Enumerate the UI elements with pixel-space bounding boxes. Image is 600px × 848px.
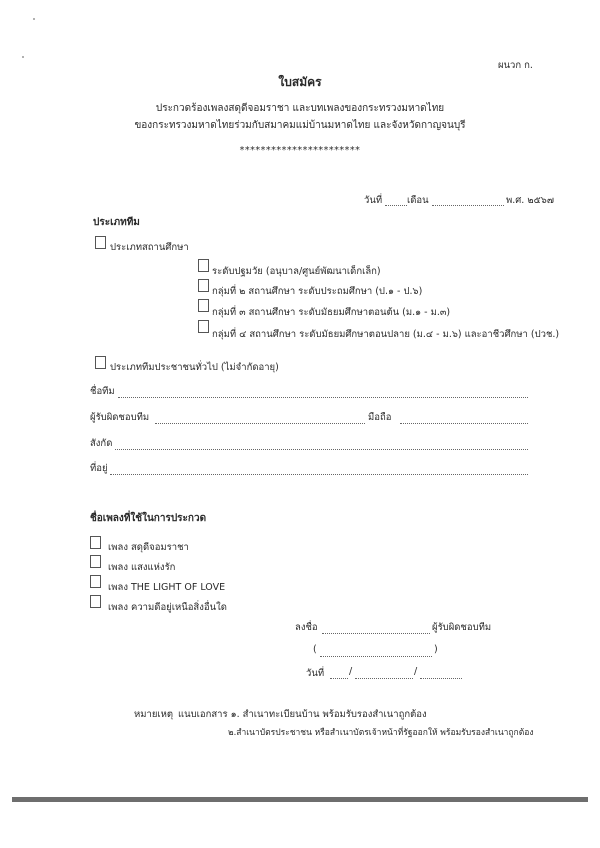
song-1-label: เพลง สดุดีจอมราชา [108, 542, 189, 553]
signature-role: ผู้รับผิดชอบทีม [432, 622, 492, 633]
year-label: พ.ศ. ๒๕๖๗ [506, 195, 554, 206]
team-name-label: ชื่อทีม [90, 386, 115, 397]
subtitle-line-2: ของกระทรวงมหาดไทยร่วมกับสมาคมแม่บ้านมหาดไทย และจังหวัดกาญจนบุรี [134, 120, 466, 131]
responsible-label: ผู้รับผิดชอบทีม [90, 412, 150, 423]
sign-label: ลงชื่อ [295, 622, 318, 633]
notes-line-1: แนบเอกสาร ๑. สำเนาทะเบียนบ้าน พร้อมรับรองสำเนาถูกต้อง [178, 709, 427, 720]
printed-name-field[interactable] [320, 656, 432, 657]
notes-label: หมายเหตุ [134, 709, 174, 720]
bottom-border [12, 797, 588, 802]
song-3-checkbox[interactable] [90, 575, 101, 588]
songs-heading: ชื่อเพลงที่ใช้ในการประกวด [90, 513, 207, 524]
song-4-label: เพลง ความดีอยู่เหนือสิ่งอื่นใด [108, 602, 227, 613]
school-type-checkbox[interactable] [95, 236, 106, 249]
day-label: วันที่ [364, 195, 383, 206]
sign-date-label: วันที่ [306, 668, 325, 679]
level-primary-label: กลุ่มที่ ๒ สถานศึกษา ระดับประถมศึกษา (ป.๑ - ป.๖) [212, 286, 423, 297]
song-2-checkbox[interactable] [90, 555, 101, 568]
scan-mark [33, 18, 35, 20]
song-2-label: เพลง แสงแห่งรัก [108, 562, 176, 573]
team-name-field[interactable] [118, 397, 528, 398]
song-4-checkbox[interactable] [90, 595, 101, 608]
level-lower-secondary-label: กลุ่มที่ ๓ สถานศึกษา ระดับมัธยมศึกษาตอนต้น (ม.๑ - ม.๓) [212, 307, 451, 318]
affiliation-field[interactable] [115, 449, 528, 450]
address-field[interactable] [110, 474, 528, 475]
notes-line-2: ๒.สำเนาบัตรประชาชน หรือสำเนาบัตรเจ้าหน้าที่รัฐออกให้ พร้อมรับรองสำเนาถูกต้อง [228, 728, 534, 738]
month-label: เดือน [407, 195, 429, 206]
sign-day-field[interactable] [330, 678, 348, 679]
page-title: ใบสมัคร [278, 75, 322, 89]
team-type-heading: ประเภททีม [93, 217, 140, 228]
stars-divider: *********************** [239, 145, 361, 156]
mobile-field[interactable] [400, 423, 528, 424]
scan-mark [22, 56, 24, 58]
level-primary-checkbox[interactable] [198, 279, 209, 292]
mobile-label: มือถือ [368, 412, 392, 423]
level-preschool-label: ระดับปฐมวัย (อนุบาล/ศูนย์พัฒนาเด็กเล็ก) [212, 266, 381, 277]
date-slash-1: / [349, 666, 353, 677]
date-slash-2: / [414, 666, 418, 677]
month-blank[interactable] [432, 205, 504, 206]
level-lower-secondary-checkbox[interactable] [198, 299, 209, 312]
paren-open: ( [313, 644, 317, 655]
school-type-label: ประเภทสถานศึกษา [110, 242, 189, 253]
affiliation-label: สังกัด [90, 438, 113, 449]
level-upper-secondary-label: กลุ่มที่ ๔ สถานศึกษา ระดับมัธยมศึกษาตอนปลาย (ม.๔ - ม.๖) และอาชีวศึกษา (ปวช.) [212, 329, 560, 340]
responsible-field[interactable] [155, 423, 365, 424]
signature-field[interactable] [322, 633, 430, 634]
sign-year-field[interactable] [420, 678, 462, 679]
song-3-label: เพลง THE LIGHT OF LOVE [108, 582, 226, 593]
public-type-checkbox[interactable] [95, 356, 106, 369]
paren-close: ) [434, 644, 438, 655]
song-1-checkbox[interactable] [90, 536, 101, 549]
subtitle-line-1: ประกวดร้องเพลงสดุดีจอมราชา และบทเพลงของกระทรวงมหาดไทย [155, 103, 445, 114]
level-preschool-checkbox[interactable] [198, 259, 209, 272]
public-type-label: ประเภททีมประชาชนทั่วไป (ไม่จำกัดอายุ) [110, 362, 279, 373]
annex-label: ผนวก ก. [498, 60, 533, 71]
sign-month-field[interactable] [355, 678, 413, 679]
address-label: ที่อยู่ [90, 463, 108, 474]
day-blank[interactable] [385, 205, 407, 206]
level-upper-secondary-checkbox[interactable] [198, 320, 209, 333]
